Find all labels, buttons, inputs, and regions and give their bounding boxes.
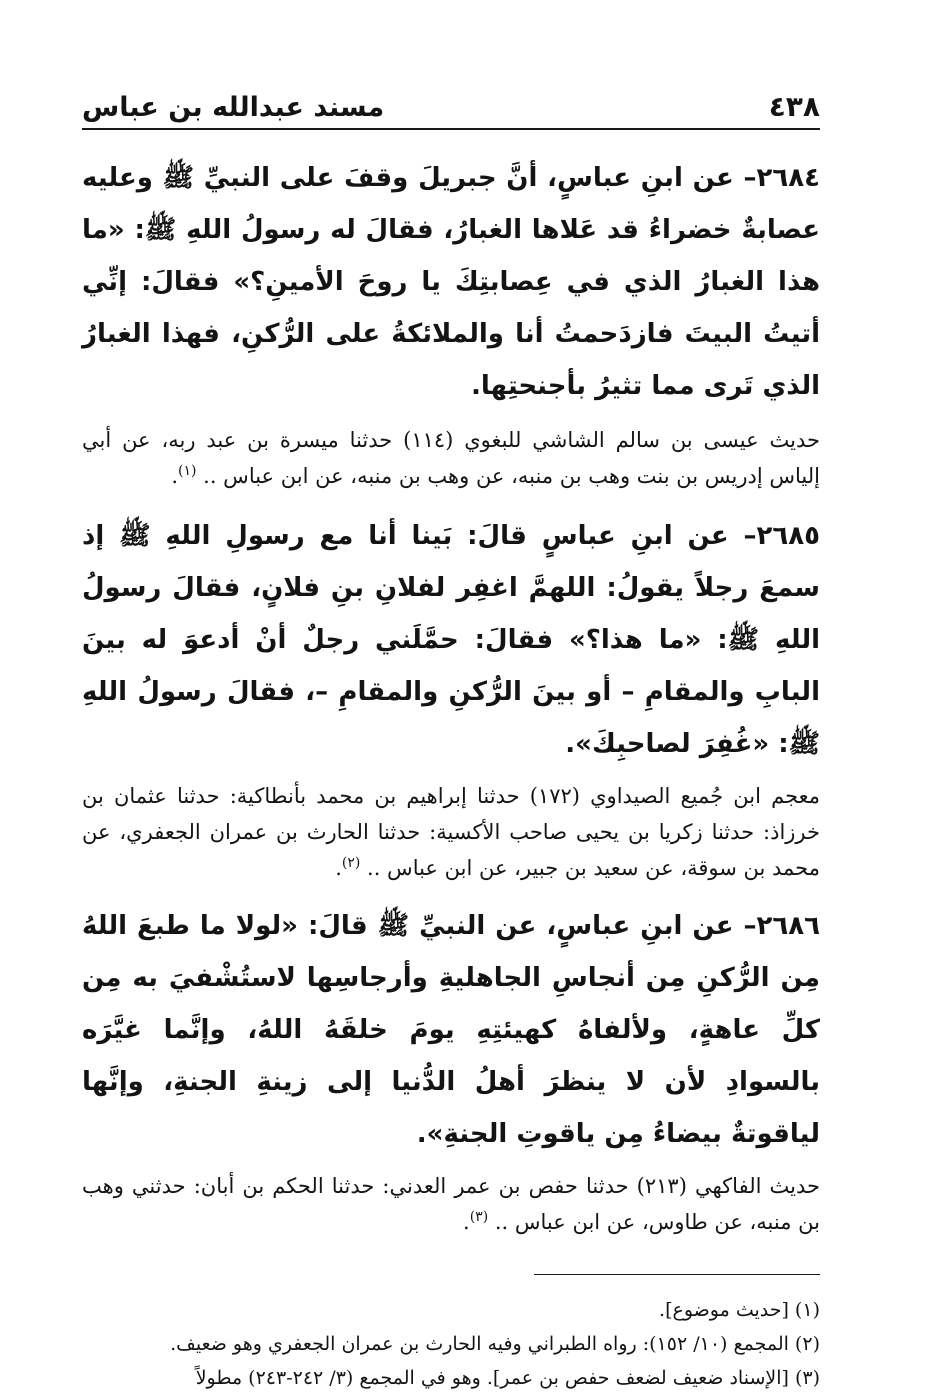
- page-header: [82, 84, 820, 130]
- footnote-3: (٣) [الإسناد ضعيف لضعف حفص بن عمر]. وهو في المجمع (٣/ ٢٤٢-٢٤٣) مطولاً: [195, 1367, 820, 1389]
- footnote-1: (١) [حديث موضوع].: [659, 1299, 820, 1321]
- hadith-text: – عن ابنِ عباسٍ، عن النبيِّ ﷺ قالَ: «لولا ما طبعَ اللهُ مِن الرُّكنِ مِن أنجاسِ الجاهليةِ وأرجاسِها لاستُشْفيَ به مِن كلِّ عاهةٍ، ولألفاهُ كهيئتِهِ يومَ خلقَهُ اللهُ، وإنَّما غيَّرَه بالسوادِ لأن لا ينظرَ أهلُ الدُّنيا إلى زينةِ الجنةِ، وإنَّها لياقوتةٌ بيضاءُ مِن ياقوتِ الجنةِ».: [82, 911, 820, 1149]
- footnote-marker[interactable]: (٢): [341, 855, 361, 871]
- hadith-2684: [82, 152, 820, 412]
- footnote-2: (٢) المجمع (١٠/ ١٥٢): رواه الطبراني وفيه الحارث بن عمران الجعفري وهو ضعيف.: [170, 1333, 820, 1355]
- footnote-marker[interactable]: (٣): [469, 1209, 489, 1225]
- hadith-number: ٢٦٨٤: [756, 163, 820, 193]
- book-page: [82, 84, 820, 1395]
- source-text: حديث الفاكهي (٢١٣) حدثنا حفص بن عمر العدني: حدثنا الحكم بن أبان: حدثني وهب بن منبه، عن طاوس، عن ابن عباس ..: [82, 1174, 820, 1234]
- hadith-text: – عن ابنِ عباسٍ قالَ: بَينا أنا مع رسولِ اللهِ ﷺ إذ سمعَ رجلاً يقولُ: اللهمَّ اغفِر لفلانِ بنِ فلانٍ، فقالَ رسولُ اللهِ ﷺ: «ما هذا؟» فقالَ: حمَّلَني رجلٌ أنْ أدعوَ له بينَ البابِ والمقامِ – أو بينَ الرُّكنِ والمقامِ –، فقالَ رسولُ اللهِ ﷺ: «غُفِرَ لصاحبِكَ».: [82, 521, 820, 759]
- hadith-source: معجم ابن جُميع الصيداوي (١٧٢) حدثنا إبراهيم بن محمد بأنطاكية: حدثنا عثمان بن خرزاذ: حدثنا زكريا بن يحيى صاحب الأكسية: حدثنا الحارث بن عمران الجعفري، عن محمد بن سوقة، عن سعيد بن جبير، عن ابن عباس .. $^{(٢)}$.: [82, 784, 820, 880]
- hadith-number: ٢٦٨٥: [756, 521, 820, 551]
- hadith-source: حديث الفاكهي (٢١٣) حدثنا حفص بن عمر العدني: حدثنا الحكم بن أبان: حدثني وهب بن منبه، عن طاوس، عن ابن عباس .. $^{(٣)}$.: [82, 1174, 820, 1234]
- hadith-number: ٢٦٨٦: [756, 911, 820, 941]
- footnote-marker[interactable]: (١): [178, 463, 197, 479]
- running-title: مسند عبدالله بن عباس: [82, 92, 385, 123]
- hadith-2685: [82, 510, 820, 770]
- source-text: معجم ابن جُميع الصيداوي (١٧٢) حدثنا إبراهيم بن محمد بأنطاكية: حدثنا عثمان بن خرزاذ: حدثنا زكريا بن يحيى صاحب الأكسية: حدثنا الحارث بن عمران الجعفري، عن محمد بن سوقة، عن سعيد بن جبير، عن ابن عباس ..: [82, 784, 820, 880]
- footnotes: [82, 1293, 820, 1395]
- hadith-source: حديث عيسى بن سالم الشاشي للبغوي (١١٤) حدثنا ميسرة بن عبد ربه، عن أبي إلياس إدريس بن بنت وهب بن منبه، عن وهب بن منبه، عن ابن عباس .. $^{(١)}$.: [82, 428, 820, 488]
- footnote-separator: [534, 1274, 820, 1275]
- hadith-2686: [82, 900, 820, 1160]
- source-text: حديث عيسى بن سالم الشاشي للبغوي (١١٤) حدثنا ميسرة بن عبد ربه، عن أبي إلياس إدريس بن بنت وهب بن منبه، عن وهب بن منبه، عن ابن عباس ..: [82, 428, 820, 488]
- hadith-text: – عن ابنِ عباسٍ، أنَّ جبريلَ وقفَ على النبيِّ ﷺ وعليه عصابةٌ خضراءُ قد عَلاها الغبارُ، فقالَ له رسولُ اللهِ ﷺ: «ما هذا الغبارُ الذي في عِصابتِكَ يا روحَ الأمينِ؟» فقالَ: إنِّي أتيتُ البيتَ فازدَحمتُ أنا والملائكةُ على الرُّكنِ، فهذا الغبارُ الذي تَرى مما تثيرُ بأجنحتِها.: [82, 163, 820, 401]
- page-number: ٤٣٨: [768, 90, 820, 123]
